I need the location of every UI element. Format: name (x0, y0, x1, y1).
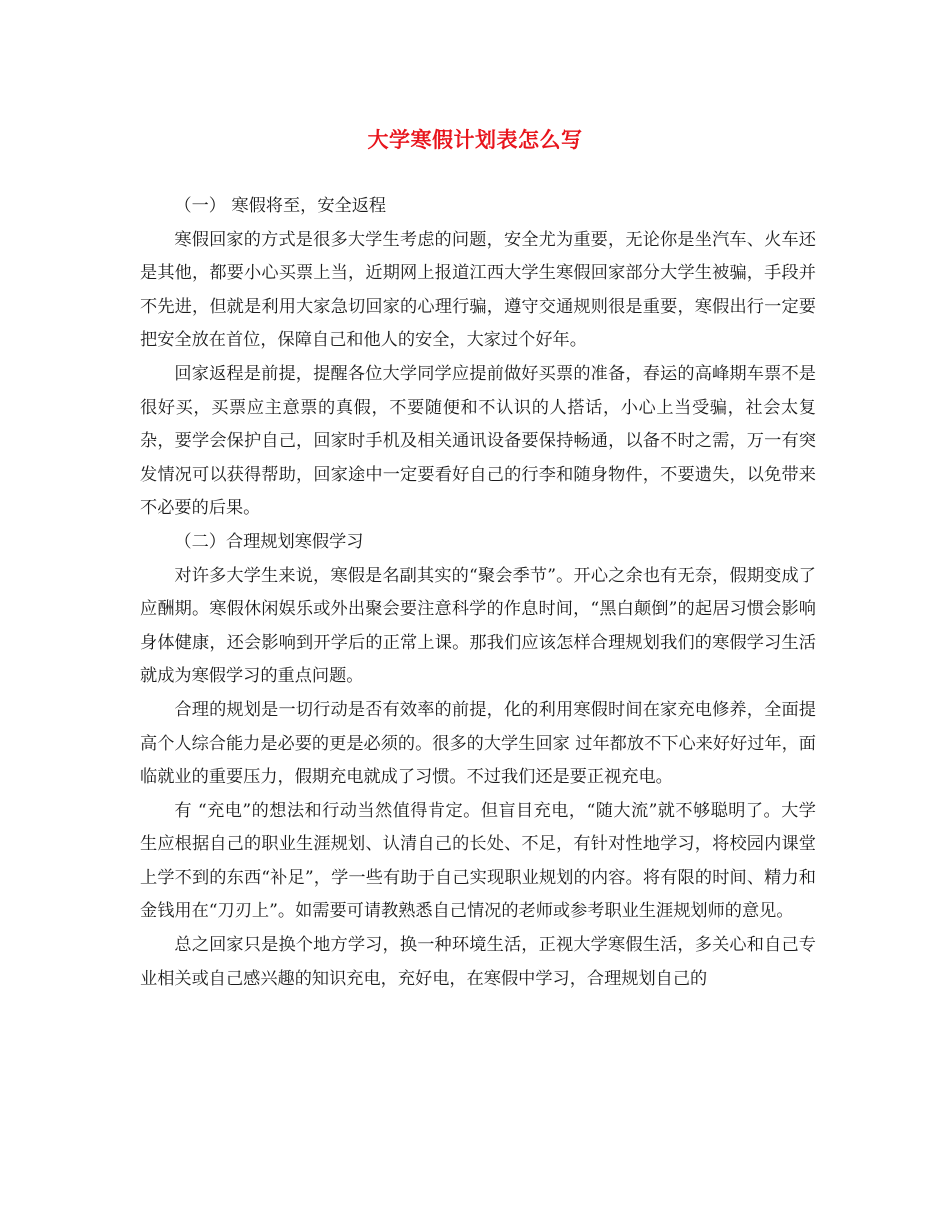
paragraph: 寒假回家的方式是很多大学生考虑的问题，安全尤为重要，无论你是坐汽车、火车还是其他，都要小心买票上当，近期网上报道江西大学生寒假回家部分大学生被骗，手段并不先进，但就是利用大家急切回家的心理行骗，遵守交通规则很是重要，寒假出行一定要把安全放在首位，保障自己和他人的安全，大家过个好年。 (140, 229, 816, 351)
section-heading-2: （二）合理规划寒假学习 (174, 531, 364, 552)
paragraph: 总之回家只是换个地方学习，换一种环境生活，正视大学寒假生活，多关心和自己专业相关或自己感兴趣的知识充电，充好电，在寒假中学习，合理规划自己的 (140, 935, 816, 989)
document-title: 大学寒假计划表怎么写 (367, 127, 583, 152)
section-heading-1: （一） 寒假将至，安全返程 (174, 196, 387, 216)
paragraph: 对许多大学生来说，寒假是名副其实的“聚会季节”。开心之余也有无奈，假期变成了应酬期。寒假休闲娱乐或外出聚会要注意科学的作息时间，“黑白颠倒”的起居习惯会影响身体健康，还会影响到开学后的正常上课。那我们应该怎样合理规划我们的寒假学习生活就成为寒假学习的重点问题。 (140, 565, 816, 687)
document-body (140, 190, 816, 996)
paragraph: 回家返程是前提，提醒各位大学同学应提前做好买票的准备，春运的高峰期车票不是很好买，买票应主意票的真假，不要随便和不认识的人搭话，小心上当受骗，社会太复杂，要学会保护自己，回家时手机及相关通讯设备要保持畅通，以备不时之需，万一有突发情况可以获得帮助，回家途中一定要看好自己的行李和随身物件，不要遗失，以免带来不必要的后果。 (140, 363, 816, 519)
paragraph: 合理的规划是一切行动是否有效率的前提，化的利用寒假时间在家充电修养，全面提高个人综合能力是必要的更是必须的。很多的大学生回家 过年都放不下心来好好过年，面临就业的重要压力，假期充电就成了习惯。不过我们还是要正视充电。 (140, 699, 816, 788)
paragraph: 有 “充电”的想法和行动当然值得肯定。但盲目充电，“随大流”就不够聪明了。大学生应根据自己的职业生涯规划、认清自己的长处、不足，有针对性地学习，将校园内课堂上学不到的东西“补足”，学一些有助于自己实现职业规划的内容。将有限的时间、精力和金钱用在“刀刃上”。如需要可请教熟悉自己情况的老师或参考职业生涯规划师的意见。 (140, 800, 816, 922)
